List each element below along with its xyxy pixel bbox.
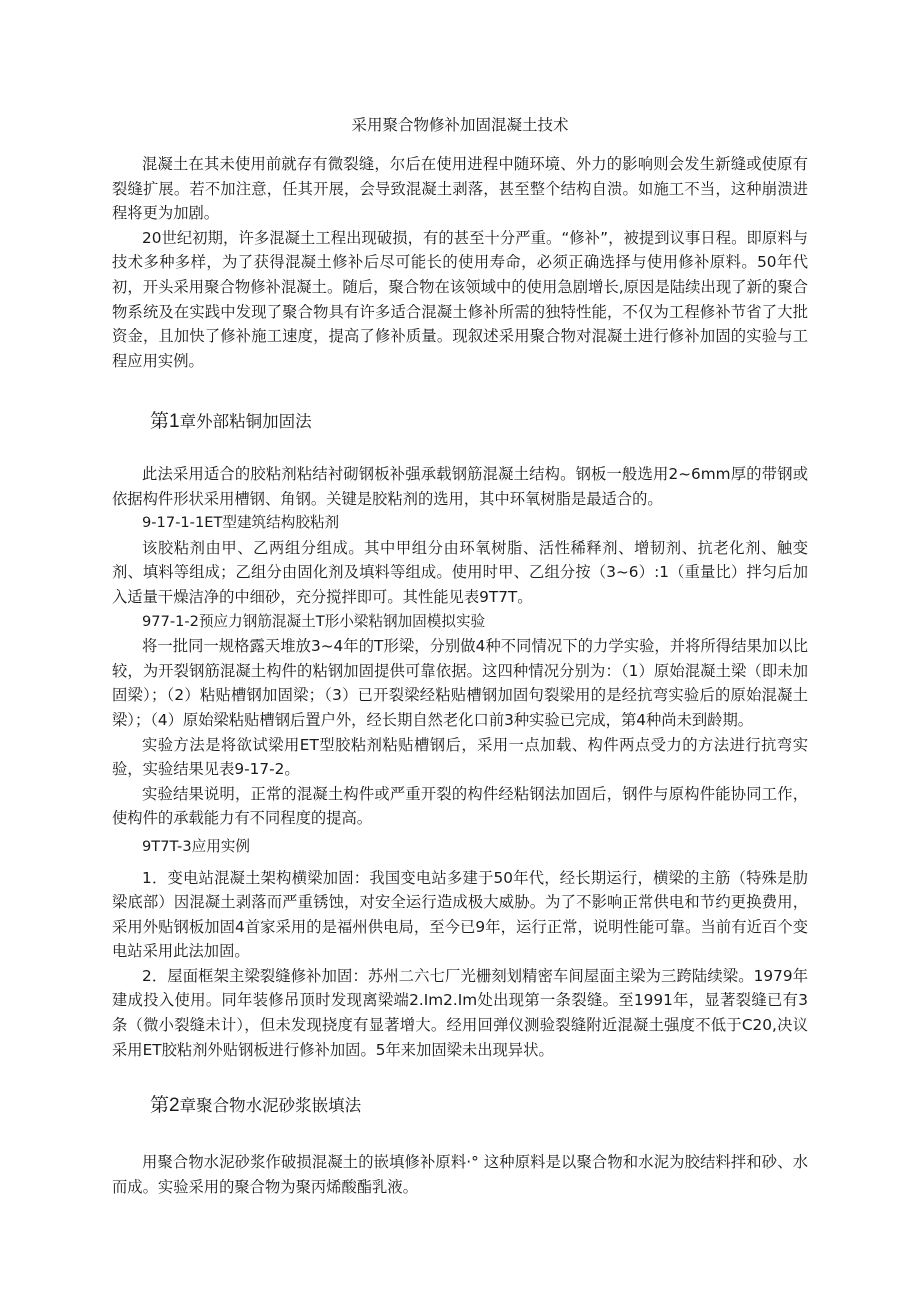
chapter-1-paragraph: 将一批同一规格露天堆放3~4年的T形梁，分别做4种不同情况下的力学实验，并将所得结果加以比较，为开裂钢筋混凝土构件的粘钢加固提供可靠依据。这四种情况分别为：（1）原始混凝土梁（即未加固梁）；（2）粘贴槽钢加固梁；（3）已开裂梁经粘贴槽钢加固句裂梁用的是经抗弯实验后的原始混凝土梁）；（4）原始梁粘贴槽钢后置户外，经长期自然老化口前3种实验已完成，第4种尚未到龄期。	[112, 637, 808, 729]
intro-paragraph-2: 20世纪初期，许多混凝土工程出现破损，有的甚至十分严重。“修补”，被提到议事日程。即原料与技术多种多样，为了获得混凝土修补后尽可能长的使用寿命，必须正确选择与使用修补原料。50年代初，开头采用聚合物修补混凝土。随后，聚合物在该领域中的使用急剧增长,原因是陆续出现了新的聚合物系统及在实践中发现了聚合物具有许多适合混凝土修补所需的独特性能，不仅为工程修补节省了大批资金，且加快了修补施工速度，提高了修补质量。现叙述采用聚合物对混凝土进行修补加固的实验与工程应用实例。	[112, 228, 808, 370]
section-heading-977-1-2: 977-1-2预应力钢筋混凝土T形小梁粘钢加固模拟实验	[142, 612, 486, 630]
application-example-1: 1．变电站混凝土架构横梁加固：我国变电站多建于50年代，经长期运行，横梁的主筋（特殊是肋梁底部）因混凝土剥落而严重锈蚀，对安全运行造成极大威胁。为了不影响正常供电和节约更换费用，采用外贴钢板加固4首家采用的是福州供电局，至今已9年，运行正常，说明性能可靠。当前有近百个变电站采用此法加固。	[112, 868, 808, 961]
chapter-1-paragraph: 实验方法是将欲试梁用ET型胶粘剂粘贴槽钢后，采用一点加载、构件两点受力的方法进行抗弯实验，实验结果见表9-17-2。	[112, 735, 808, 779]
intro-paragraph-1: 混凝土在其未使用前就存有微裂缝，尔后在使用进程中随环境、外力的影响则会发生新缝或使原有裂缝扩展。若不加注意，任其开展，会导致混凝土剥落，甚至整个结构自溃。如施工不当，这种崩溃进程将更为加剧。	[112, 155, 808, 223]
chapter-1-title: 章外部粘铜加固法	[179, 412, 312, 431]
chapter-1-number: 第1	[150, 411, 180, 432]
chapter-1-paragraph: 此法采用适合的胶粘剂粘结衬砌钢板补强承载钢筋混凝土结构。钢板一般选用2~6mm厚的带钢或依据构件形状采用槽钢、角钢。关键是胶粘剂的选用，其中环氧树脂是最适合的。	[112, 465, 808, 508]
application-example-2: 2．屋面框架主梁裂缝修补加固：苏州二六七厂光栅刻划精密车间屋面主梁为三跨陆续梁。1979年建成投入使用。同年装修吊顶时发现离梁端2.Im2.Im处出现第一条裂缝。至1991年，显著裂缝已有3条（微小裂缝未计），但未发现挠度有显著增大。经用回弹仪测验裂缝附近混凝土强度不低于C20,决议采用ET胶粘剂外贴钢板进行修补加固。5年来加固梁未出现异状。	[112, 966, 808, 1059]
chapter-1-heading	[150, 410, 312, 434]
document-title: 采用聚合物修补加固混凝土技术	[351, 116, 569, 134]
chapter-2-paragraph: 用聚合物水泥砂浆作破损混凝土的嵌填修补原料·° 这种原料是以聚合物和水泥为胶结料拌和砂、水而成。实验采用的聚合物为聚丙烯酸酯乳液。	[112, 1153, 808, 1196]
section-heading-9-17-1-1: 9-17-1-1ET型建筑结构胶粘剂	[142, 514, 340, 532]
chapter-2-number: 第2	[150, 1095, 180, 1116]
section-heading-9t7t-3: 9T7T-3应用实例	[142, 837, 250, 855]
chapter-1-body	[112, 462, 808, 1062]
chapter-2-heading	[150, 1094, 361, 1118]
chapter-1-paragraph: 该胶粘剂由甲、乙两组分组成。其中甲组分由环氧树脂、活性稀释剂、增韧剂、抗老化剂、触变剂、填料等组成；乙组分由固化剂及填料等组成。使用时甲、乙组分按（3~6）:1（重量比）拌匀后加入适量干燥洁净的中细砂，充分搅拌即可。其性能见表9T7T。	[112, 538, 808, 606]
intro-section	[112, 152, 808, 373]
chapter-2-title: 章聚合物水泥砂浆嵌填法	[179, 1096, 362, 1115]
chapter-2-body	[112, 1150, 808, 1199]
chapter-1-paragraph: 实验结果说明，正常的混凝土构件或严重开裂的构件经粘钢法加固后，钢件与原构件能协同工作，使构件的承载能力有不同程度的提高。	[112, 784, 808, 828]
